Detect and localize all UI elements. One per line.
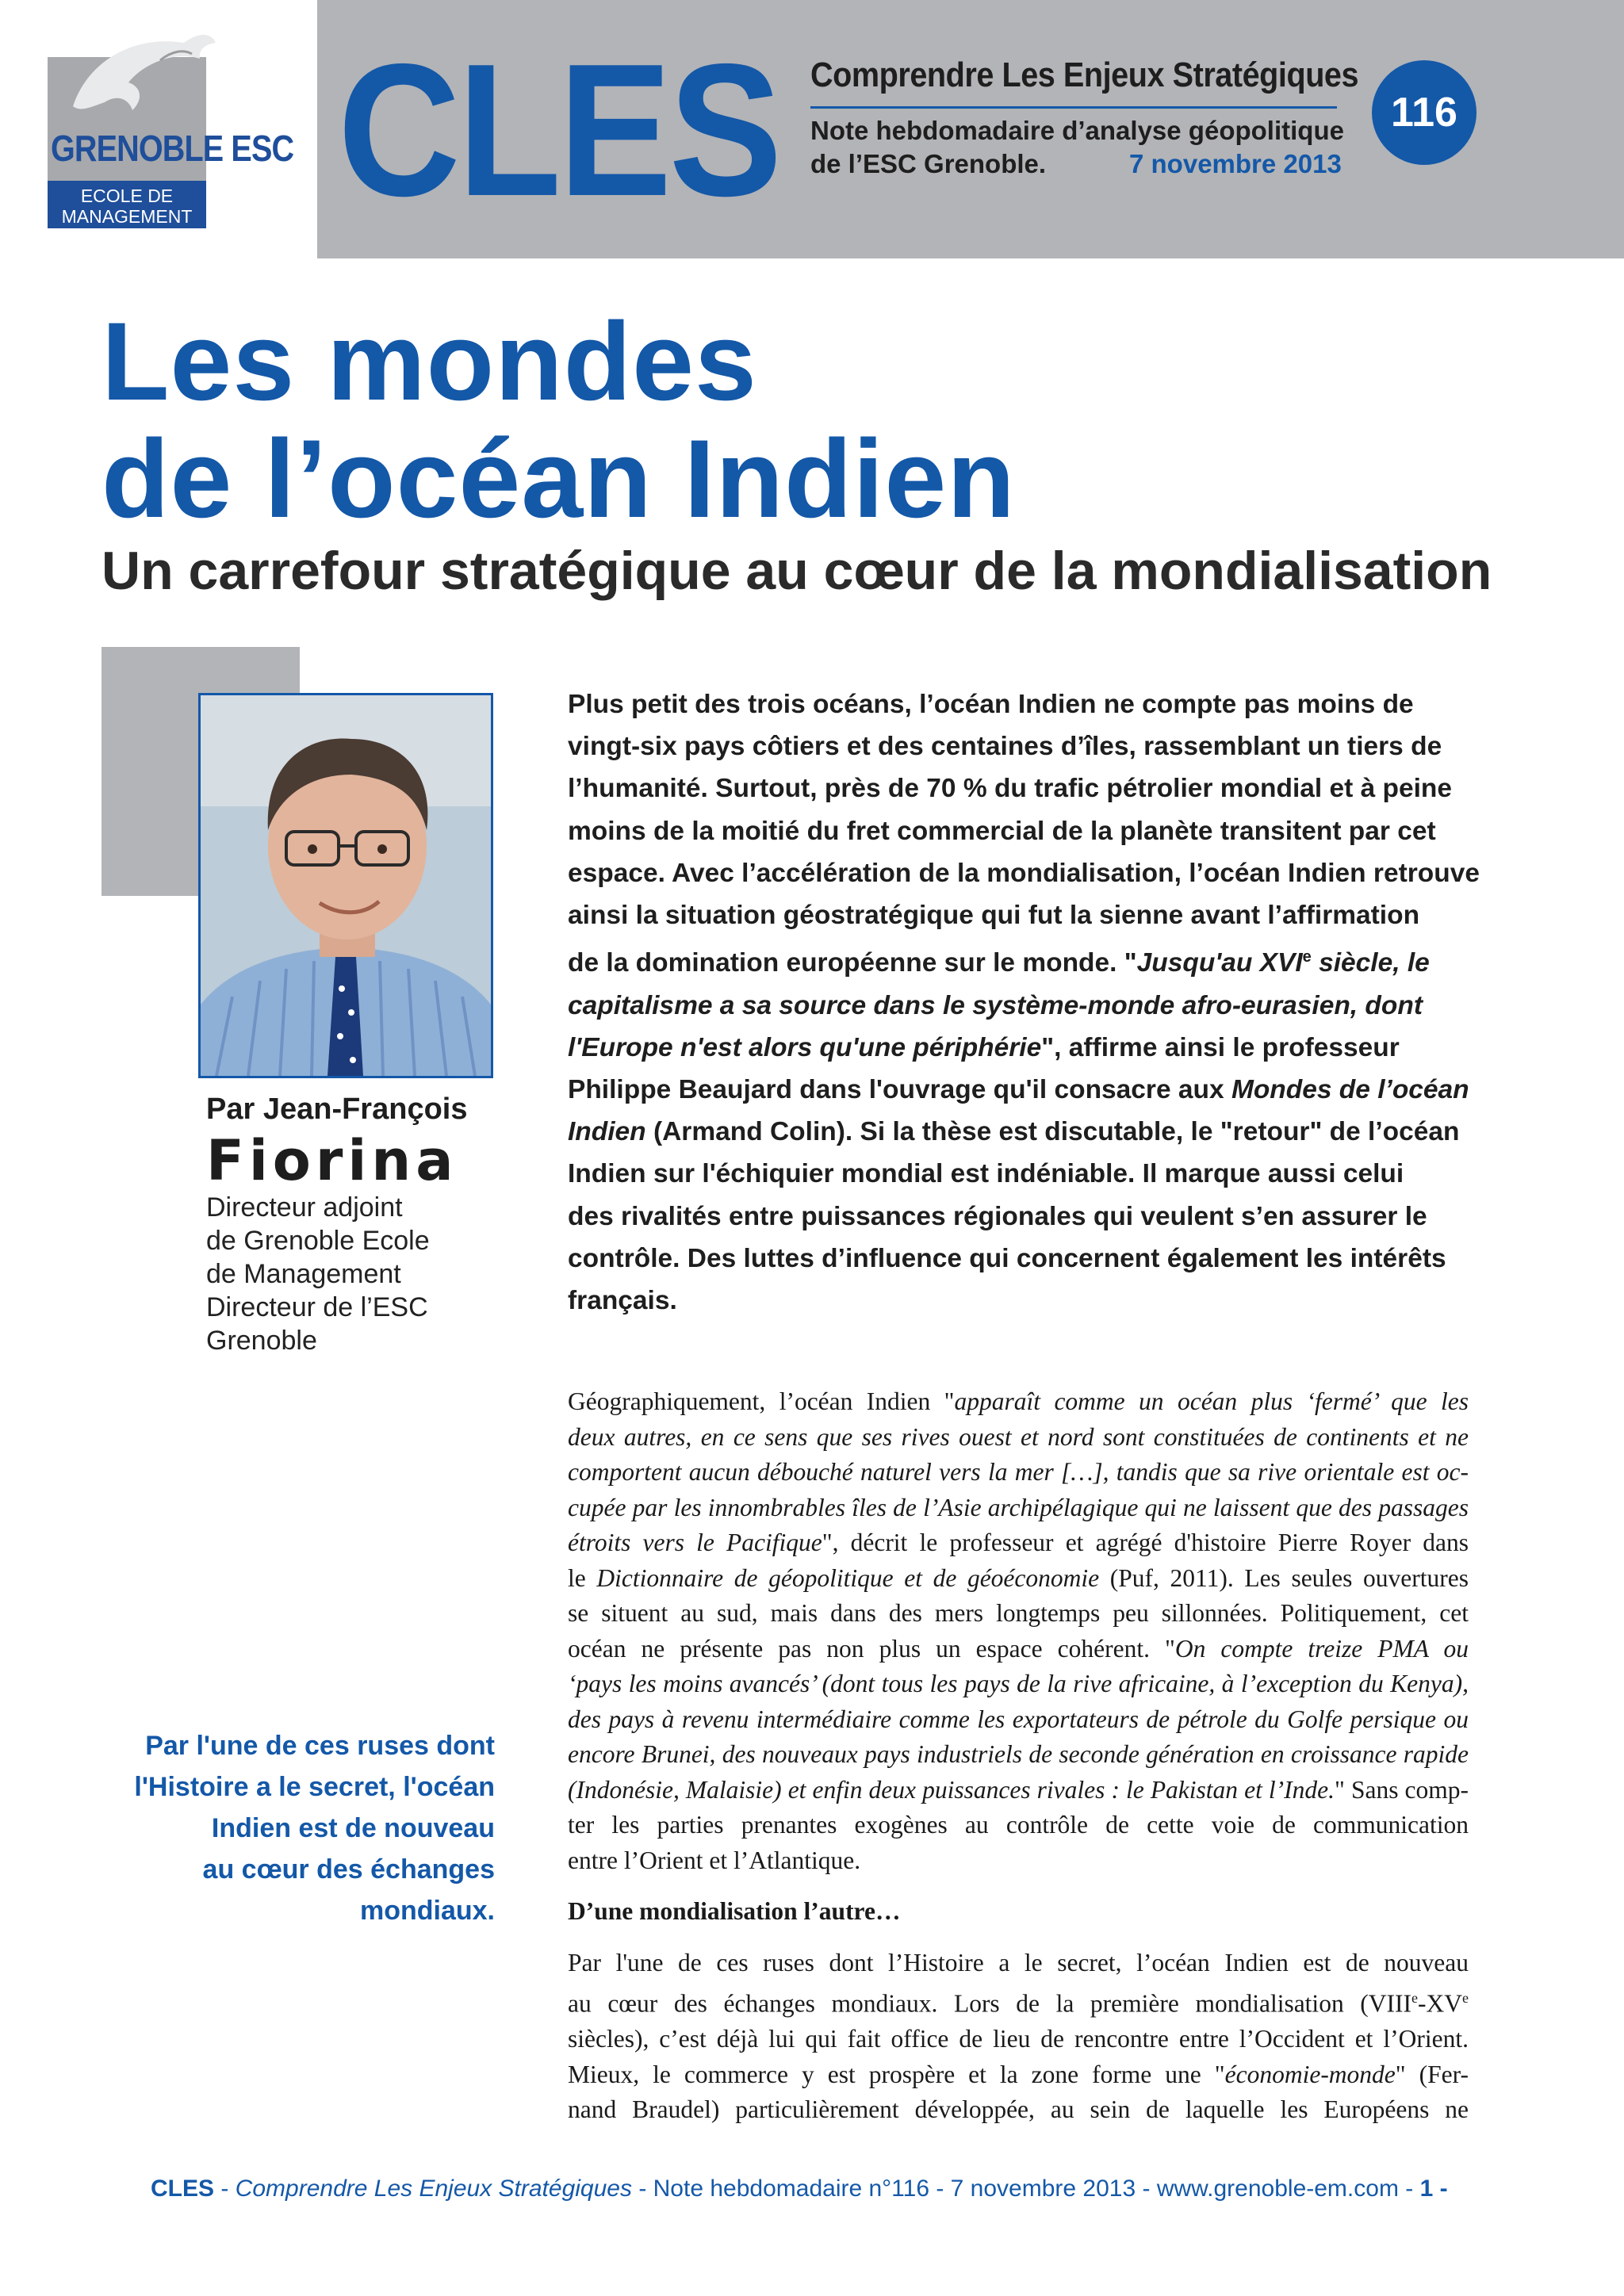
pull-quote-line: au cœur des échanges bbox=[202, 1854, 495, 1885]
article-subtitle: Un carrefour stratégique au cœur de la mondialisation bbox=[102, 541, 1492, 601]
lead-line bbox=[568, 1069, 1473, 1111]
body-line bbox=[568, 1702, 1469, 1738]
publication-title: Comprendre Les Enjeux Stratégiques bbox=[810, 55, 1359, 94]
article-body bbox=[568, 1384, 1469, 2128]
body-text: océan ne présente pas non plus un espace cohérent. " bbox=[568, 1634, 1175, 1663]
lead-line: l’humanité. Surtout, près de 70 % du trafic pétrolier mondial et à peine bbox=[568, 774, 1453, 804]
body-line: se situent au sud, mais dans des mers longtemps peu sillonnées. Politiquement, cet bbox=[568, 1599, 1469, 1627]
body-line bbox=[568, 1980, 1469, 2022]
lead-line: contrôle. Des luttes d’influence qui concernent également les intérêts bbox=[568, 1243, 1446, 1273]
body-text: au cœur des échanges mondiaux. Lors de la première mondialisation (VIII bbox=[568, 1989, 1411, 2018]
logo-subtitle-line: ECOLE DE bbox=[80, 186, 174, 206]
body-text: Mieux, le commerce y est prospère et la zone forme une " bbox=[568, 2060, 1225, 2088]
page-footer bbox=[151, 2175, 1475, 2202]
lead-quote: l'Europe n'est alors qu'une périphérie bbox=[568, 1032, 1042, 1062]
author-surname: Fiorina bbox=[206, 1128, 458, 1193]
body-line bbox=[568, 1490, 1469, 1526]
body-quote: encore Brunei, des nouveaux pays industriels de seconde génération en croissance rapide bbox=[568, 1740, 1469, 1768]
lead-line: Indien sur l'échiquier mondial est indéniable. Il marque aussi celui bbox=[568, 1159, 1404, 1189]
body-line bbox=[568, 1420, 1469, 1456]
lead-line: ainsi la situation géostratégique qui fut la sienne avant l’affirmation bbox=[568, 901, 1420, 931]
footer-title: Comprendre Les Enjeux Stratégiques bbox=[235, 2175, 632, 2202]
logo-subtitle-line: MANAGEMENT bbox=[61, 206, 193, 227]
lead-line: Plus petit des trois océans, l’océan Indien ne compte pas moins de bbox=[568, 690, 1414, 719]
lead-line: des rivalités entre puissances régionales qui veulent s’en assurer le bbox=[568, 1201, 1427, 1231]
footer-page-number: 1 - bbox=[1419, 2175, 1448, 2202]
body-text: le bbox=[568, 1563, 597, 1592]
lead-line bbox=[568, 936, 1473, 984]
article-title bbox=[102, 299, 1529, 541]
body-superscript: e bbox=[1462, 1990, 1469, 2006]
article-title-line: Les mondes bbox=[102, 299, 757, 423]
body-quote: ‘pays les moins avancés’ (dont tous les pays de la rive africaine, à l’exception du Kenya), bbox=[568, 1670, 1469, 1697]
body-text: " Sans comp- bbox=[1335, 1775, 1469, 1804]
lead-line: vingt-six pays côtiers et des centaines d’îles, rassemblant un tiers de bbox=[568, 732, 1442, 762]
body-line bbox=[568, 1667, 1469, 1702]
author-role-line: Directeur de l’ESC bbox=[206, 1292, 428, 1322]
logo-name: GRENOBLE ESC bbox=[51, 128, 294, 169]
logo-subtitle bbox=[48, 181, 206, 228]
lead-quote: siècle, le bbox=[1311, 948, 1430, 978]
footer-brand: CLES bbox=[151, 2175, 215, 2202]
lead-line bbox=[568, 1027, 1473, 1069]
lead-text: de la domination européenne sur le monde. " bbox=[568, 948, 1137, 978]
lead-quote: Jusqu'au XVI bbox=[1136, 948, 1303, 978]
lead-quote: capitalisme a sa source dans le système-monde afro-eurasien, dont bbox=[568, 990, 1423, 1020]
body-line: entre l’Orient et l’Atlantique. bbox=[568, 1846, 861, 1874]
footer-separator: - bbox=[214, 2175, 236, 2202]
body-text: Géographiquement, l’océan Indien " bbox=[568, 1387, 955, 1415]
lead-paragraph bbox=[568, 683, 1480, 1322]
publication-note-2: de l’ESC Grenoble. bbox=[810, 149, 1047, 178]
body-quote: comportent aucun débouché naturel vers la mer […], tandis que sa rive orientale est oc- bbox=[568, 1458, 1469, 1486]
body-text: " (Fer- bbox=[1395, 2060, 1469, 2088]
body-line bbox=[568, 1773, 1469, 1808]
body-line bbox=[568, 1737, 1469, 1773]
lead-text: ", affirme ainsi le professeur bbox=[1041, 1032, 1400, 1062]
body-quote: étroits vers le Pacifique bbox=[568, 1529, 822, 1556]
body-quote: économie-monde bbox=[1224, 2060, 1396, 2088]
lead-line: espace. Avec l’accélération de la mondialisation, l’océan Indien retrouve bbox=[568, 858, 1480, 888]
body-quote: des pays à revenu intermédiaire comme les exportateurs de pétrole du Golfe persique ou bbox=[568, 1705, 1469, 1733]
body-line bbox=[568, 2057, 1469, 2093]
pull-quote-line: Indien est de nouveau bbox=[211, 1813, 495, 1843]
publication-date: 7 novembre 2013 bbox=[1129, 149, 1342, 178]
lead-line: français. bbox=[568, 1286, 677, 1315]
paragraph-gap bbox=[568, 1878, 1469, 1894]
author-byline: Par Jean-François bbox=[206, 1093, 468, 1126]
pull-quote-line: l'Histoire a le secret, l'océan bbox=[134, 1772, 495, 1802]
footer-details: - Note hebdomadaire n°116 - 7 novembre 2013 - www.grenoble-em.com - bbox=[631, 2175, 1420, 2202]
cles-brand: CLES bbox=[338, 25, 779, 235]
lead-line bbox=[568, 1111, 1473, 1153]
author-photo bbox=[198, 693, 493, 1078]
lead-line bbox=[568, 985, 1473, 1027]
body-text: ", décrit le professeur et agrégé d'histoire Pierre Royer dans bbox=[822, 1529, 1469, 1556]
body-superscript: e bbox=[1411, 1990, 1418, 2006]
body-quote: deux autres, en ce sens que ses rives ouest et nord sont constituées de continents et ne bbox=[568, 1422, 1469, 1451]
author-roles bbox=[206, 1191, 476, 1357]
body-book-title: Dictionnaire de géopolitique et de géoéconomie bbox=[596, 1563, 1100, 1592]
pull-quote-line: Par l'une de ces ruses dont bbox=[145, 1731, 495, 1761]
lead-text: (Armand Colin). Si la thèse est discutable, le "retour" de l’océan bbox=[645, 1117, 1460, 1147]
lead-book-title: Mondes de l’océan bbox=[1231, 1074, 1469, 1104]
pull-quote-line: mondiaux. bbox=[359, 1896, 495, 1926]
author-role-line: de Grenoble Ecole bbox=[206, 1226, 430, 1256]
body-line bbox=[568, 1525, 1469, 1561]
author-role-line: de Management bbox=[206, 1259, 401, 1289]
publication-note: Note hebdomadaire d’analyse géopolitique bbox=[810, 116, 1344, 145]
section-heading: D’une mondialisation l’autre… bbox=[568, 1897, 901, 1925]
lead-superscript: e bbox=[1302, 948, 1312, 966]
body-quote: cupée par les innombrables îles de l’Asie archipélagique qui ne laissent que des passages bbox=[568, 1493, 1469, 1521]
body-line bbox=[568, 1632, 1469, 1667]
author-role-line: Grenoble bbox=[206, 1326, 317, 1356]
article-title-line: de l’océan Indien bbox=[102, 416, 1016, 541]
lead-text: Philippe Beaujard dans l'ouvrage qu'il consacre aux bbox=[568, 1074, 1231, 1104]
body-text: (Puf, 2011). Les seules ouvertures bbox=[1099, 1563, 1469, 1592]
pull-quote bbox=[79, 1725, 495, 1931]
author-role-line: Directeur adjoint bbox=[206, 1192, 403, 1223]
body-line bbox=[568, 1455, 1469, 1490]
header-divider bbox=[810, 106, 1337, 109]
body-quote: apparaît comme un océan plus ‘fermé’ que les bbox=[954, 1387, 1469, 1415]
body-line bbox=[568, 1561, 1469, 1597]
body-line: nand Braudel) particulièrement développée, au sein de laquelle les Européens ne bbox=[568, 2095, 1469, 2123]
author-portrait-icon bbox=[201, 695, 491, 1076]
body-text: -XV bbox=[1418, 1989, 1462, 2018]
lead-book-title: Indien bbox=[568, 1117, 646, 1147]
dolphin-logo-icon bbox=[65, 27, 224, 130]
body-line: Par l'une de ces ruses dont l’Histoire a le secret, l’océan Indien est de nouveau bbox=[568, 1948, 1469, 1976]
body-line: siècles), c’est déjà lui qui fait office de lieu de rencontre entre l’Occident et l’Orient. bbox=[568, 2025, 1469, 2053]
issue-number-badge: 116 bbox=[1372, 60, 1477, 165]
lead-line: moins de la moitié du fret commercial de la planète transitent par cet bbox=[568, 816, 1436, 846]
body-quote: (Indonésie, Malaisie) et enfin deux puissances rivales : le Pakistan et l’Inde. bbox=[568, 1775, 1335, 1804]
body-line bbox=[568, 1384, 1469, 1420]
body-line: ter les parties prenantes exogènes au contrôle de cette voie de communication bbox=[568, 1811, 1469, 1839]
paragraph-gap bbox=[568, 1930, 1469, 1946]
body-quote: On compte treize PMA ou bbox=[1174, 1634, 1469, 1663]
